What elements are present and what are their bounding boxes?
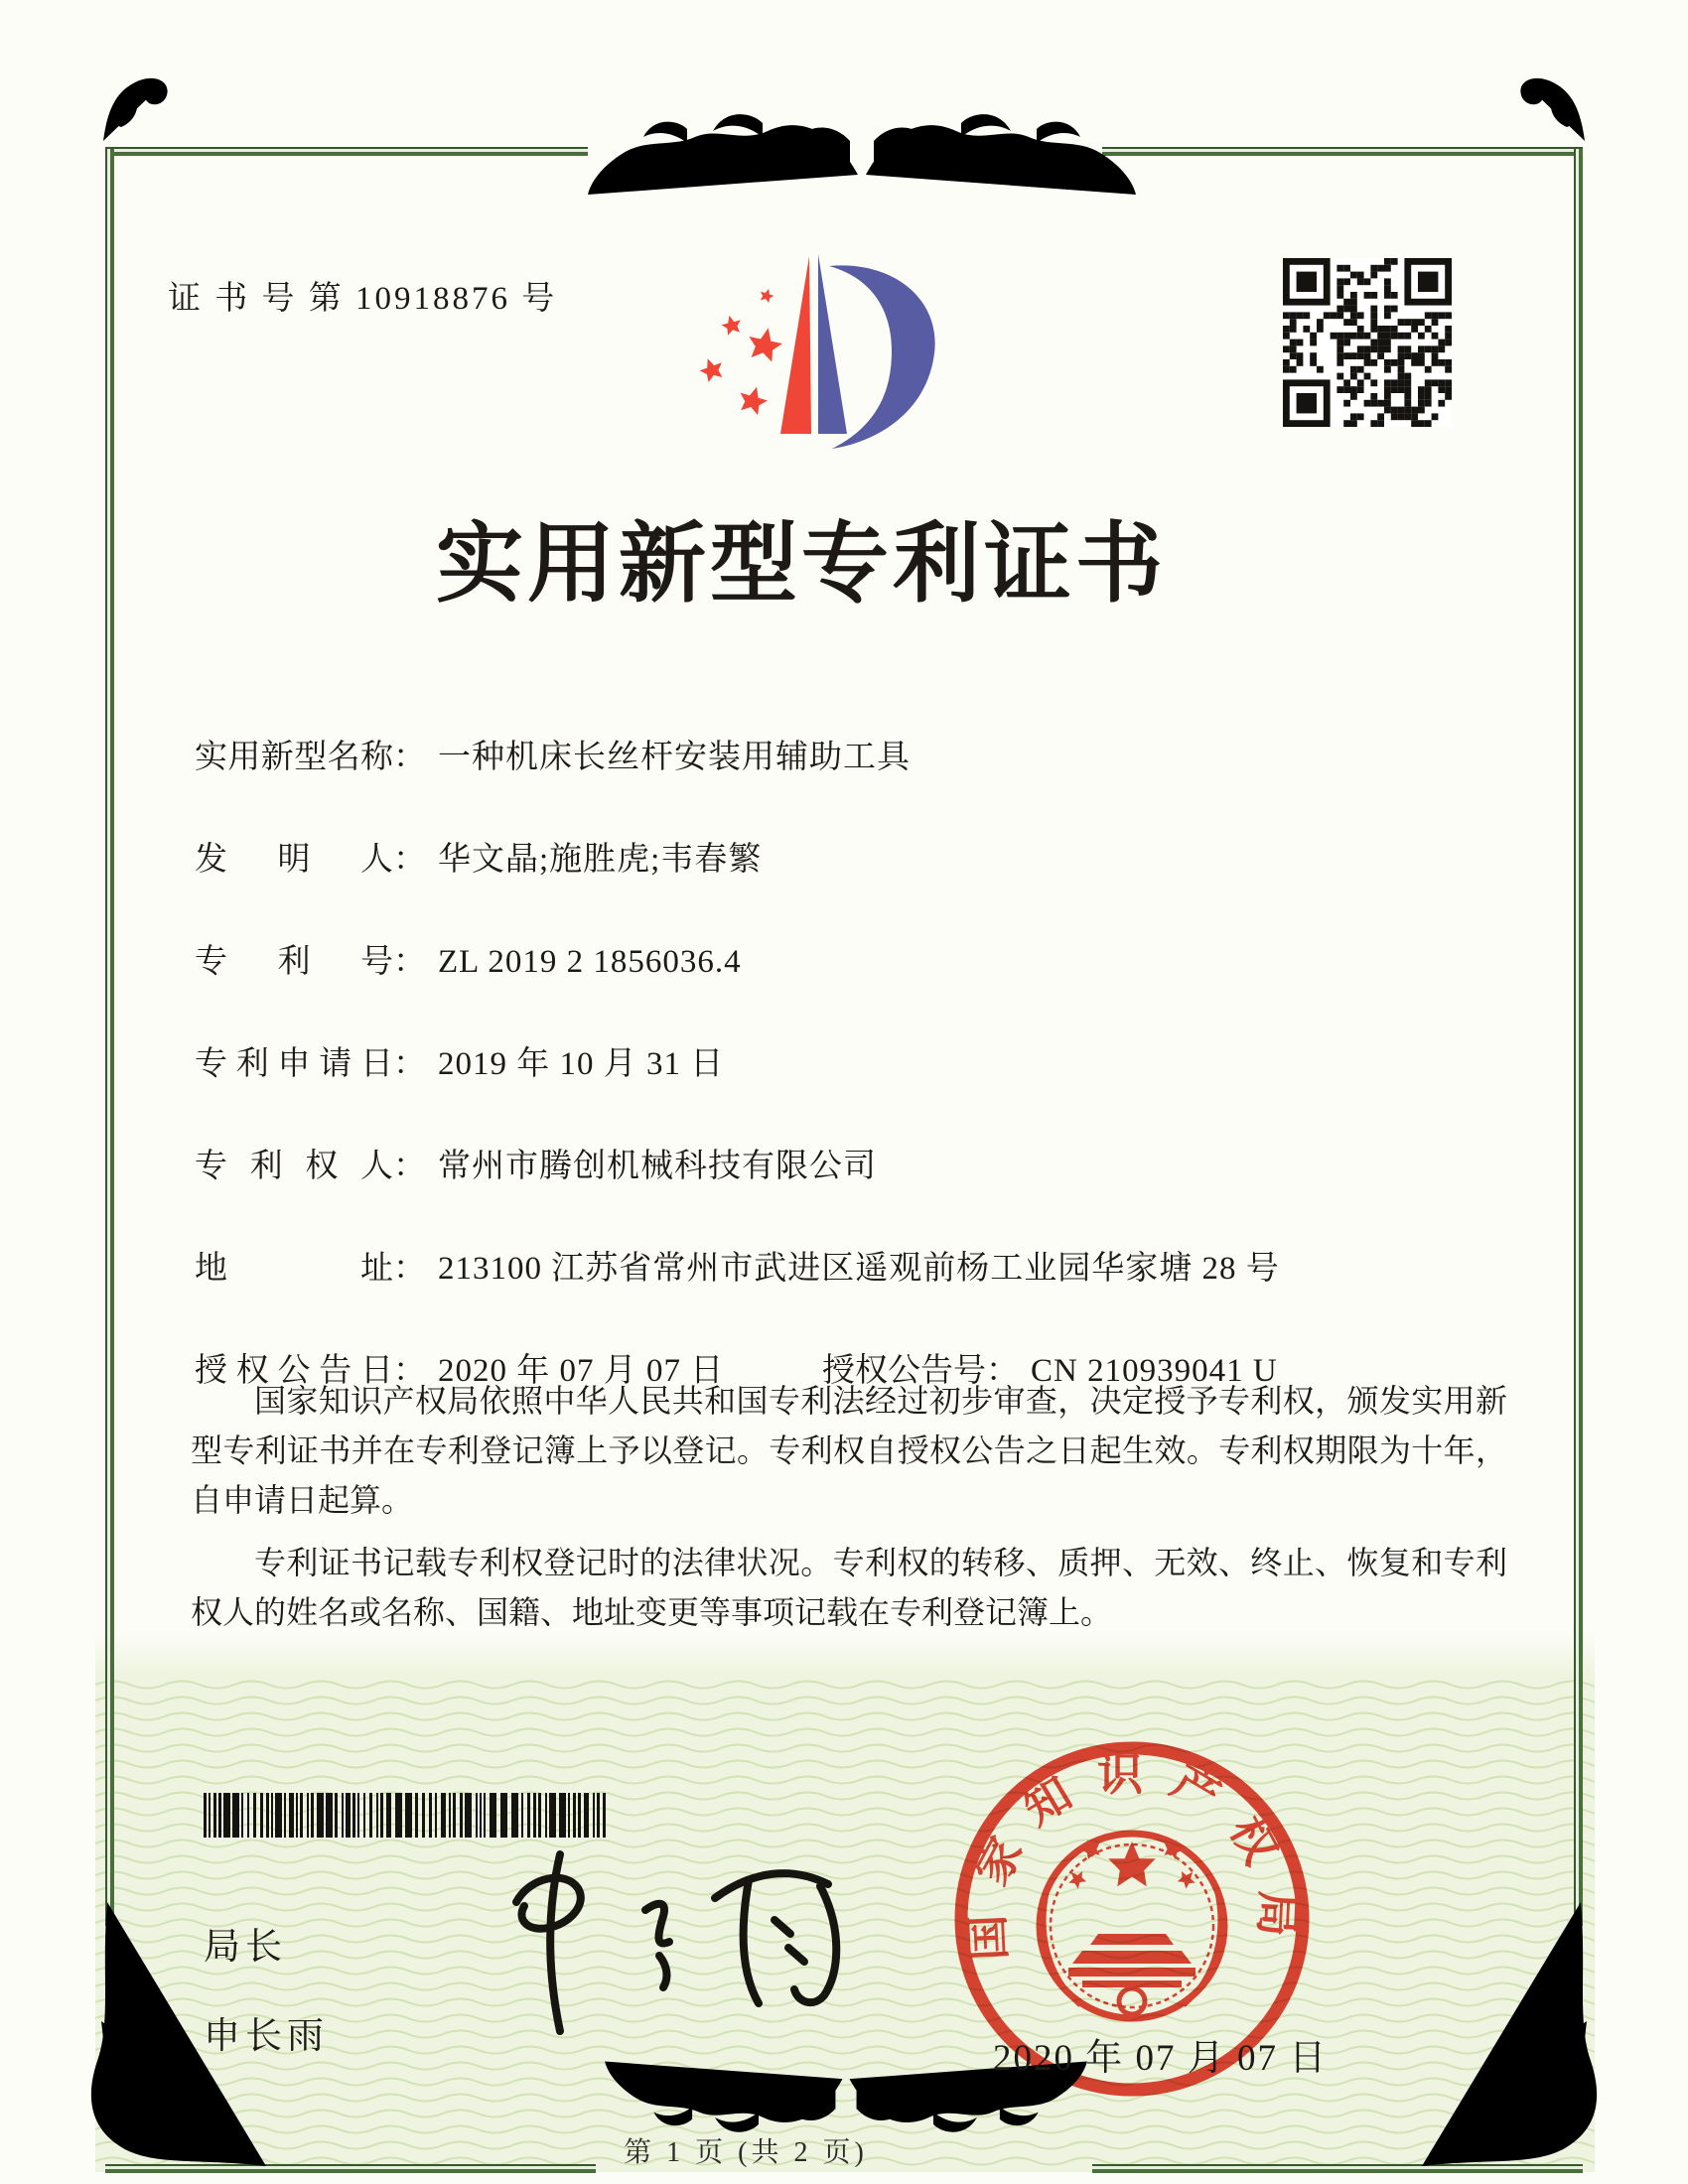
director-name: 申长雨 (204, 2016, 329, 2057)
border-right-line (1574, 149, 1583, 1926)
field-filing-date (195, 1037, 1515, 1140)
certificate-number: 证 书 号 第 10918876 号 (168, 281, 558, 317)
border-left-line (105, 149, 114, 1926)
field-label: 授权公告日 (195, 1353, 393, 1389)
colon: ： (393, 1149, 426, 1184)
field-label: 专利申请日 (195, 1046, 393, 1082)
field-label: 专利权人 (195, 1149, 393, 1184)
border-top-left-segment (105, 147, 588, 156)
field-value: CN 210939041 U (1031, 1353, 1278, 1389)
border-curl-top-right (1505, 64, 1595, 147)
barcode (204, 1793, 616, 1838)
field-list (195, 731, 1515, 1446)
field-label: 地址 (195, 1251, 393, 1287)
field-value: ZL 2019 2 1856036.4 (438, 944, 742, 980)
colon: ： (393, 1353, 426, 1389)
colon: ： (393, 1046, 426, 1082)
field-label: 授权公告号 (822, 1353, 986, 1389)
field-value: 常州市腾创机械科技有限公司 (438, 1149, 877, 1184)
field-utility-model-name (195, 731, 1515, 833)
field-patentee (195, 1140, 1515, 1242)
field-label: 专利号 (195, 944, 393, 980)
field-label: 发明人 (195, 842, 393, 878)
cnipa-logo-icon (683, 230, 1011, 478)
field-value: 2019 年 10 月 31 日 (438, 1046, 725, 1082)
border-ornament-top-center (584, 58, 1140, 206)
legal-paragraph-2: 专利证书记载专利权登记时的法律状况。专利权的转移、质押、无效、终止、恢复和专利权人的姓名或名称、国籍、地址变更等事项记载在专利登记簿上。 (191, 1545, 1507, 1630)
seal-date: 2020 年 07 月 07 日 (993, 2038, 1329, 2079)
field-value: 213100 江苏省常州市武进区遥观前杨工业园华家塘 28 号 (438, 1251, 1280, 1287)
director-role-label: 局长 (204, 1927, 287, 1968)
seal-text: 国家知识产权局 (960, 1749, 1304, 1962)
border-top-right-segment (1102, 147, 1583, 156)
national-emblem-icon (1040, 1834, 1224, 2018)
border-curl-top-left (93, 64, 183, 147)
field-inventors (195, 833, 1515, 935)
legal-text (191, 1376, 1507, 1650)
field-address (195, 1242, 1515, 1344)
field-patent-number (195, 935, 1515, 1037)
colon: ： (986, 1353, 1019, 1389)
field-label: 实用新型名称 (195, 740, 393, 775)
colon: ： (393, 1251, 426, 1287)
page-number: 第 1 页 (共 2 页) (624, 2137, 868, 2168)
director-signature (465, 1837, 842, 2045)
qr-code (1283, 258, 1452, 427)
field-value: 一种机床长丝杆安装用辅助工具 (438, 740, 911, 775)
colon: ： (393, 740, 426, 775)
colon: ： (393, 944, 426, 980)
legal-paragraph-1: 国家知识产权局依照中华人民共和国专利法经过初步审查，决定授予专利权，颁发实用新型专利证书并在专利登记簿上予以登记。专利权自授权公告之日起生效。专利权期限为十年，自申请日起算。 (191, 1383, 1507, 1518)
colon: ： (393, 842, 426, 878)
field-value: 华文晶;施胜虎;韦春繁 (438, 842, 763, 878)
field-value: 2020 年 07 月 07 日 (438, 1353, 725, 1389)
certificate-title: 实用新型专利证书 (435, 517, 1167, 614)
